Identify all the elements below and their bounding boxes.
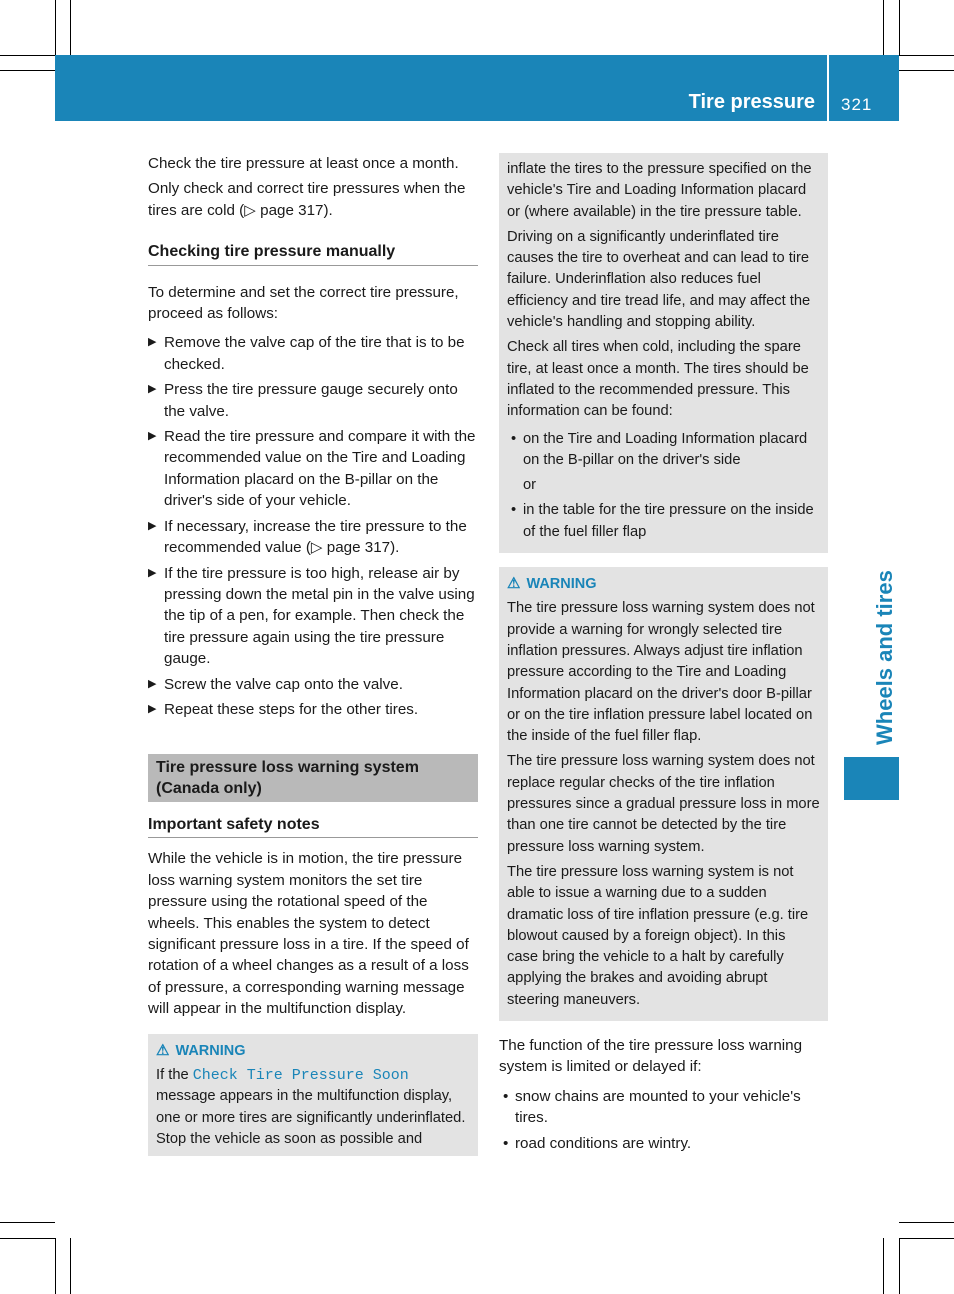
left-column-lower [148,754,478,1156]
left-column [148,153,478,724]
bullet-dot-icon: • [503,1134,509,1152]
crop-mark [899,1222,954,1223]
crop-mark [0,70,55,71]
list-item: • road conditions are wintry. [499,1133,828,1154]
crop-mark [883,0,884,55]
warning-text: If the Check Tire Pressure Soon message appears in the multifunction display, one or more tires are significantly underinflated. Stop the vehicle as soon as possible and [156,1066,466,1147]
list-item: ▶ Press the tire pressure gauge securely onto the valve. [148,381,458,420]
crop-mark [899,70,954,71]
warning-box [148,1034,478,1156]
box-paragraph: inflate the tires to the pressure specified on the vehicle's Tire and Loading Information placard or (where available) in the tire pressure table. [507,161,812,220]
manual-check-heading: Checking tire pressure manually [148,241,478,265]
warning-triangle-icon: ⚠ [507,575,521,593]
bullet-dot-icon: • [511,430,517,447]
or-text: or [523,477,537,494]
warning-heading: ⚠ WARNING [156,1041,246,1059]
page-title: Tire pressure [688,91,815,113]
limit-intro: The function of the tire pressure loss warning system is limited or delayed if: [499,1036,803,1076]
crop-mark [899,55,954,56]
step-arrow-icon: ▶ [148,702,157,715]
crop-mark [899,1238,954,1239]
crop-mark [0,1238,55,1239]
crop-mark [0,55,55,56]
bullet-dot-icon: • [503,1087,509,1105]
warning-heading: ⚠ WARNING [507,575,597,593]
step-arrow-icon: ▶ [148,677,157,690]
list-item: ▶ Read the tire pressure and compare it with the recommended value on the Tire and Loading Information placard on the B-pillar on the driver's side of your vehicle. [148,428,476,510]
warning-triangle-icon: ⚠ [156,1041,170,1059]
warning-continued-box [499,153,828,553]
step-arrow-icon: ▶ [148,336,157,349]
right-column [499,153,828,1158]
list-item: • in the table for the tire pressure on the inside of the fuel filler flap [511,502,814,540]
box-paragraph: The tire pressure loss warning system does not provide a warning for wrongly selected tire inflation pressures. Always adjust tire inflation pressure according to the Tire and Loading Information placard on the driver's door B-pillar or on the tire inflation pressure label located on the inside of the fuel filler flap. [507,600,815,745]
list-item: • on the Tire and Loading Information placard on the B-pillar on the driver's side [511,430,808,468]
crop-mark [70,0,71,55]
step-arrow-icon: ▶ [148,430,157,443]
crop-mark [883,1238,884,1294]
list-item: ▶ If the tire pressure is too high, release air by pressing down the metal pin in the valve using the tip of a pen, for example. Then check the tire pressure again using the tire pressure gauge. [148,564,475,668]
list-item: ▶ Screw the valve cap onto the valve. [148,674,478,695]
crop-mark [55,0,56,55]
list-item: ▶ If necessary, increase the tire pressure to the recommended value (▷ page 317). [148,517,467,557]
step-arrow-icon: ▶ [148,519,157,532]
bullet-dot-icon: • [511,502,517,519]
list-item: • snow chains are mounted to your vehicle's tires. [503,1087,801,1127]
intro-text: Only check and correct tire pressures when the tires are cold (▷ page 317). [148,180,466,219]
chapter-tab-label: Wheels and tires [872,570,897,745]
list-item: ▶ Remove the valve cap of the tire that is to be checked. [148,334,465,373]
box-paragraph: The tire pressure loss warning system does not replace regular checks of the tire inflation pressures since a gradual pressure loss in more than one tire cannot be detected by the tire pressure loss warning system. [507,753,820,855]
crop-mark [899,0,900,55]
intro-text: Check the tire pressure at least once a month. [148,155,459,172]
safety-text: While the vehicle is in motion, the tire pressure loss warning system monitors the set tire pressure using the rotational speed of the wheels. This enables the system to detect significant pressure loss in a tire. If the speed of rotation of a wheel changes as a result of a loss of pressure, a corresponding warning message will appear in the multifunction display. [148,850,469,1018]
step-arrow-icon: ▶ [148,383,157,396]
crop-mark [55,1238,56,1294]
chapter-tab [844,757,899,800]
page-number: 321 [841,95,873,114]
box-paragraph: Driving on a significantly underinflated tire causes the tire to overheat and can lead to tire failure. Underinflation also reduces fuel efficiency and tire tread life, and may affect the vehicle's handling and stopping ability. [507,228,811,331]
header-divider [827,55,829,121]
display-message: Check Tire Pressure Soon [192,1066,409,1084]
step-arrow-icon: ▶ [148,566,157,579]
page-header [55,55,899,121]
box-paragraph: Check all tires when cold, including the spare tire, at least once a month. The tires should be inflated to the recommended pressure. This information can be found: [507,339,809,420]
safety-heading: Important safety notes [148,814,478,838]
box-paragraph: The tire pressure loss warning system is not able to issue a warning due to a sudden dramatic loss of tire inflation pressure (e.g. tire blowout caused by a foreign object). In this case bring the vehicle to a halt by carefully applying the brakes and avoiding abrupt steering maneuvers. [507,863,809,1008]
step-list [148,332,478,720]
section-title: Tire pressure loss warning system (Canada only) [148,754,478,802]
crop-mark [70,1238,71,1294]
warning-box [499,567,828,1021]
list-item: ▶ Repeat these steps for the other tires. [148,699,478,720]
manual-intro: To determine and set the correct tire pressure, proceed as follows: [148,283,459,323]
crop-mark [899,1238,900,1294]
crop-mark [0,1222,55,1223]
